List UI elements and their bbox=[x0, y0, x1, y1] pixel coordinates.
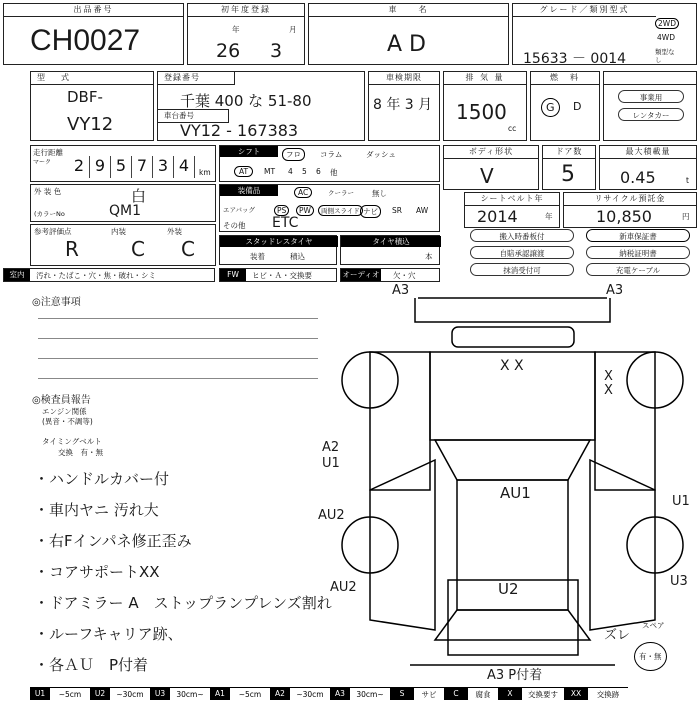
first-reg-label: 初年度登録 bbox=[188, 4, 304, 17]
code-key: U2 bbox=[90, 687, 110, 700]
mark-top-left: A3 bbox=[392, 283, 410, 298]
recycle-box bbox=[563, 192, 697, 228]
score-label: 参考評価点 bbox=[34, 227, 72, 236]
report-line: ・車内ヤニ 汚れ大 bbox=[34, 501, 159, 519]
seatbelt-box bbox=[464, 192, 560, 228]
inspection-value: 8 年 3 月 bbox=[373, 97, 433, 113]
chassis-label: 車台番号 bbox=[164, 111, 194, 120]
displacement-unit: cc bbox=[508, 124, 517, 133]
report-line: ・ドアミラー A ストップランプレンズ割れ bbox=[34, 594, 332, 612]
tire-load-box bbox=[340, 235, 440, 265]
front-bumper-outline bbox=[415, 298, 610, 322]
code-value: ~30cm bbox=[110, 687, 150, 700]
model-box bbox=[30, 71, 154, 141]
fuel-box bbox=[530, 71, 600, 141]
equip-sr: SR bbox=[392, 206, 402, 215]
mileage-digit: 9 bbox=[90, 156, 111, 178]
left-door bbox=[370, 460, 435, 630]
code-key: A3 bbox=[330, 687, 350, 700]
notes-label: ◎注意事項 bbox=[32, 297, 81, 308]
first-reg-year: 26 bbox=[216, 40, 241, 62]
equip-other-value: ETC bbox=[272, 215, 299, 231]
audio-row-label: オーディオ bbox=[342, 270, 380, 279]
equip-pw: PW bbox=[296, 205, 314, 216]
fuel-label: 燃 料 bbox=[531, 72, 599, 85]
drive-4wd: 4WD bbox=[657, 33, 675, 42]
document-pill: 搬入時番板付 bbox=[470, 229, 574, 242]
shift-dash: ダッシュ bbox=[366, 150, 396, 159]
interior-row-label: 室内 bbox=[4, 269, 30, 281]
equip-ps: PS bbox=[274, 205, 289, 216]
mileage-mark-label: マーク bbox=[33, 159, 52, 166]
exterior-value: C bbox=[181, 237, 195, 261]
max-load-value: 0.45 bbox=[620, 168, 656, 187]
shift-4: 4 bbox=[288, 167, 293, 176]
spare-value: 有・無 bbox=[634, 642, 667, 671]
code-value: ~5cm bbox=[230, 687, 270, 700]
usage-box bbox=[603, 71, 697, 141]
code-key: X bbox=[498, 687, 522, 700]
shift-label: シフト bbox=[220, 146, 278, 157]
report-line: ・ハンドルカバー付 bbox=[34, 470, 170, 488]
code-key: XX bbox=[564, 687, 588, 700]
seatbelt-unit: 年 bbox=[545, 212, 553, 221]
timing-sub: 交換 有・無 bbox=[58, 448, 103, 457]
engine-sub: (異音・不調等) bbox=[42, 417, 93, 426]
shift-6: 6 bbox=[316, 167, 321, 176]
first-reg-month: 3 bbox=[270, 40, 283, 62]
code-key: U1 bbox=[30, 687, 50, 700]
documents-area bbox=[464, 228, 697, 280]
document-pill: 抹消受付可 bbox=[470, 263, 574, 276]
model-code1: DBF- bbox=[67, 88, 103, 106]
mark-zure: ズレ bbox=[604, 628, 631, 643]
reg-box bbox=[157, 71, 365, 141]
lot-number: CH0027 bbox=[30, 24, 141, 57]
engine-label: エンジン関係 bbox=[42, 407, 87, 416]
tire-load-unit: 本 bbox=[425, 252, 433, 261]
recycle-label: リサイクル預託金 bbox=[564, 193, 696, 206]
right-door bbox=[590, 460, 655, 630]
mileage-box bbox=[30, 145, 216, 182]
shift-at: AT bbox=[234, 166, 253, 177]
seatbelt-label: シートベルト年 bbox=[465, 193, 559, 206]
max-load-box bbox=[599, 145, 697, 190]
timing-label: タイミングベルト bbox=[42, 437, 102, 446]
mileage-digit: 4 bbox=[174, 156, 195, 178]
usage-business: 事業用 bbox=[618, 90, 684, 103]
mileage-digit: 7 bbox=[132, 156, 153, 178]
car-name-label: 車 名 bbox=[309, 4, 508, 17]
shift-floor: フロ bbox=[282, 148, 305, 161]
studless-label: スタッドレスタイヤ bbox=[220, 236, 338, 247]
fuel-g: G bbox=[541, 98, 560, 117]
interior-row bbox=[3, 268, 215, 282]
reg-label: 登録番号 bbox=[158, 72, 235, 85]
document-pill: 自賠承認譲渡 bbox=[470, 246, 574, 259]
reg-value: 千葉 400 な 51-80 bbox=[180, 92, 312, 110]
doors-box bbox=[542, 145, 596, 190]
score-value: R bbox=[65, 237, 79, 261]
equip-other-label: その他 bbox=[223, 221, 246, 230]
shift-other: 他 bbox=[330, 168, 338, 177]
report-line: ・ルーフキャリア跡、 bbox=[34, 625, 183, 643]
equip-ac: AC bbox=[294, 187, 312, 198]
mark-rear: U2 bbox=[498, 580, 519, 598]
equipment-box bbox=[219, 184, 440, 232]
body-value: V bbox=[480, 164, 494, 188]
tire-load-label: タイヤ積込 bbox=[341, 236, 441, 247]
equip-cooler: クーラー bbox=[328, 189, 354, 197]
interior-row-items: 汚れ・たばこ・穴・焦・破れ・シミ bbox=[36, 271, 156, 280]
document-pill: 新車保証書 bbox=[586, 229, 690, 242]
fuel-d: D bbox=[573, 100, 582, 113]
color-box bbox=[30, 184, 216, 222]
drive-2wd: 2WD bbox=[655, 18, 679, 29]
studless-loaded: 積込 bbox=[290, 252, 305, 261]
equip-none: 無し bbox=[372, 189, 387, 198]
mileage-digit: 3 bbox=[153, 156, 174, 178]
lot-box bbox=[3, 3, 184, 65]
displacement-box bbox=[443, 71, 527, 141]
interior-label: 内装 bbox=[111, 227, 126, 236]
code-value: 交換要す bbox=[522, 687, 564, 700]
mark-left-front: A2 U1 bbox=[322, 440, 340, 471]
body-box bbox=[443, 145, 539, 190]
inspection-box bbox=[368, 71, 440, 141]
equip-airbag: エアバッグ bbox=[223, 206, 255, 214]
exterior-label: 外装 bbox=[167, 227, 182, 236]
hood-outline bbox=[452, 327, 574, 347]
mark-right-front-door: U1 bbox=[672, 494, 690, 509]
car-name-value: A D bbox=[387, 32, 426, 57]
doors-value: 5 bbox=[561, 162, 575, 187]
code-key: C bbox=[444, 687, 468, 700]
seatbelt-value: 2014 bbox=[477, 207, 518, 226]
mark-roof: AU1 bbox=[500, 484, 531, 502]
grade-label: グレード／類別型式 bbox=[513, 4, 656, 17]
equipment-label: 装備品 bbox=[220, 185, 278, 196]
equip-slide: 両側スライド bbox=[318, 205, 363, 216]
mark-left-door: AU2 bbox=[318, 508, 345, 523]
lot-label: 出品番号 bbox=[4, 4, 183, 17]
mark-right-rear: U3 bbox=[670, 574, 688, 589]
shift-box bbox=[219, 145, 440, 182]
code-value: ~30cm bbox=[290, 687, 330, 700]
shift-mt: MT bbox=[264, 167, 276, 176]
recycle-value: 10,850 bbox=[596, 207, 652, 226]
first-reg-box bbox=[187, 3, 305, 65]
code-value: 30cm~ bbox=[170, 687, 210, 700]
report-line: ・コアサポートXX bbox=[34, 563, 160, 581]
color-code: QM1 bbox=[109, 203, 142, 219]
left-fender bbox=[370, 352, 430, 490]
mark-left-rear: AU2 bbox=[330, 580, 357, 595]
report-line: ・右Fインパネ修正歪み bbox=[34, 532, 192, 550]
usage-rental: レンタカー bbox=[618, 108, 684, 121]
document-pill: 充電ケーブル bbox=[586, 263, 690, 276]
score-box bbox=[30, 224, 216, 266]
max-load-label: 最大積載量 bbox=[600, 146, 696, 159]
shift-5: 5 bbox=[302, 167, 307, 176]
color-code-label: (カラーNo bbox=[34, 210, 65, 218]
max-load-unit: t bbox=[686, 176, 689, 185]
spare-label: スペア bbox=[642, 621, 665, 630]
chassis-value: VY12 - 167383 bbox=[180, 121, 299, 140]
audio-row-items: 欠・穴 bbox=[393, 271, 416, 280]
model-code2: VY12 bbox=[67, 114, 114, 135]
color-value: 白 bbox=[131, 187, 147, 205]
mark-hood: X X bbox=[500, 358, 524, 374]
mark-bottom: A3 P付着 bbox=[487, 668, 543, 683]
code-key: A2 bbox=[270, 687, 290, 700]
studless-box bbox=[219, 235, 337, 265]
mileage-label: 走行距離 bbox=[33, 148, 63, 157]
code-key: S bbox=[390, 687, 414, 700]
windshield bbox=[435, 440, 590, 480]
displacement-value: 1500 bbox=[456, 100, 507, 124]
document-pill: 納税証明書 bbox=[586, 246, 690, 259]
code-key: U3 bbox=[150, 687, 170, 700]
fw-row-label: FW bbox=[220, 269, 246, 281]
grade-box bbox=[512, 3, 697, 65]
body-label: ボディ形状 bbox=[444, 146, 538, 159]
first-reg-month-unit: 月 bbox=[289, 25, 297, 34]
code-value: ~5cm bbox=[50, 687, 90, 700]
doors-label: ドア数 bbox=[543, 146, 595, 159]
inspection-label: 車検期限 bbox=[369, 72, 439, 85]
mark-right-front: X X bbox=[604, 369, 613, 398]
studless-mounted: 装着 bbox=[250, 252, 265, 261]
code-value: 交換跡 bbox=[588, 687, 628, 700]
code-key: A1 bbox=[210, 687, 230, 700]
mileage-digit: 5 bbox=[111, 156, 132, 178]
equip-navi: ナビ bbox=[360, 205, 381, 218]
displacement-label: 排 気 量 bbox=[444, 72, 526, 85]
color-label: 外 装 色 bbox=[34, 187, 62, 196]
code-value: サビ bbox=[414, 687, 444, 700]
car-name-box bbox=[308, 3, 509, 65]
inspector-label: ◎検査員報告 bbox=[32, 395, 91, 406]
rear-window bbox=[435, 610, 590, 640]
type-none: 類型なし bbox=[655, 48, 675, 64]
grade-value: 15633 － 0014 bbox=[523, 51, 627, 67]
code-value: 腐食 bbox=[468, 687, 498, 700]
mileage-unit: km bbox=[199, 168, 211, 177]
shift-column: コラム bbox=[320, 150, 343, 159]
fw-row-items: ヒビ・Ａ・交換要 bbox=[252, 271, 312, 280]
mileage-digit: 2 bbox=[69, 156, 90, 178]
report-line: ・各ＡＵ P付着 bbox=[34, 656, 149, 674]
interior-value: C bbox=[131, 237, 145, 261]
first-reg-year-unit: 年 bbox=[232, 25, 240, 34]
mark-top-right: A3 bbox=[606, 283, 624, 298]
recycle-unit: 円 bbox=[682, 212, 690, 221]
code-value: 30cm~ bbox=[350, 687, 390, 700]
model-label: 型 式 bbox=[31, 72, 153, 85]
equip-aw: AW bbox=[416, 206, 429, 215]
